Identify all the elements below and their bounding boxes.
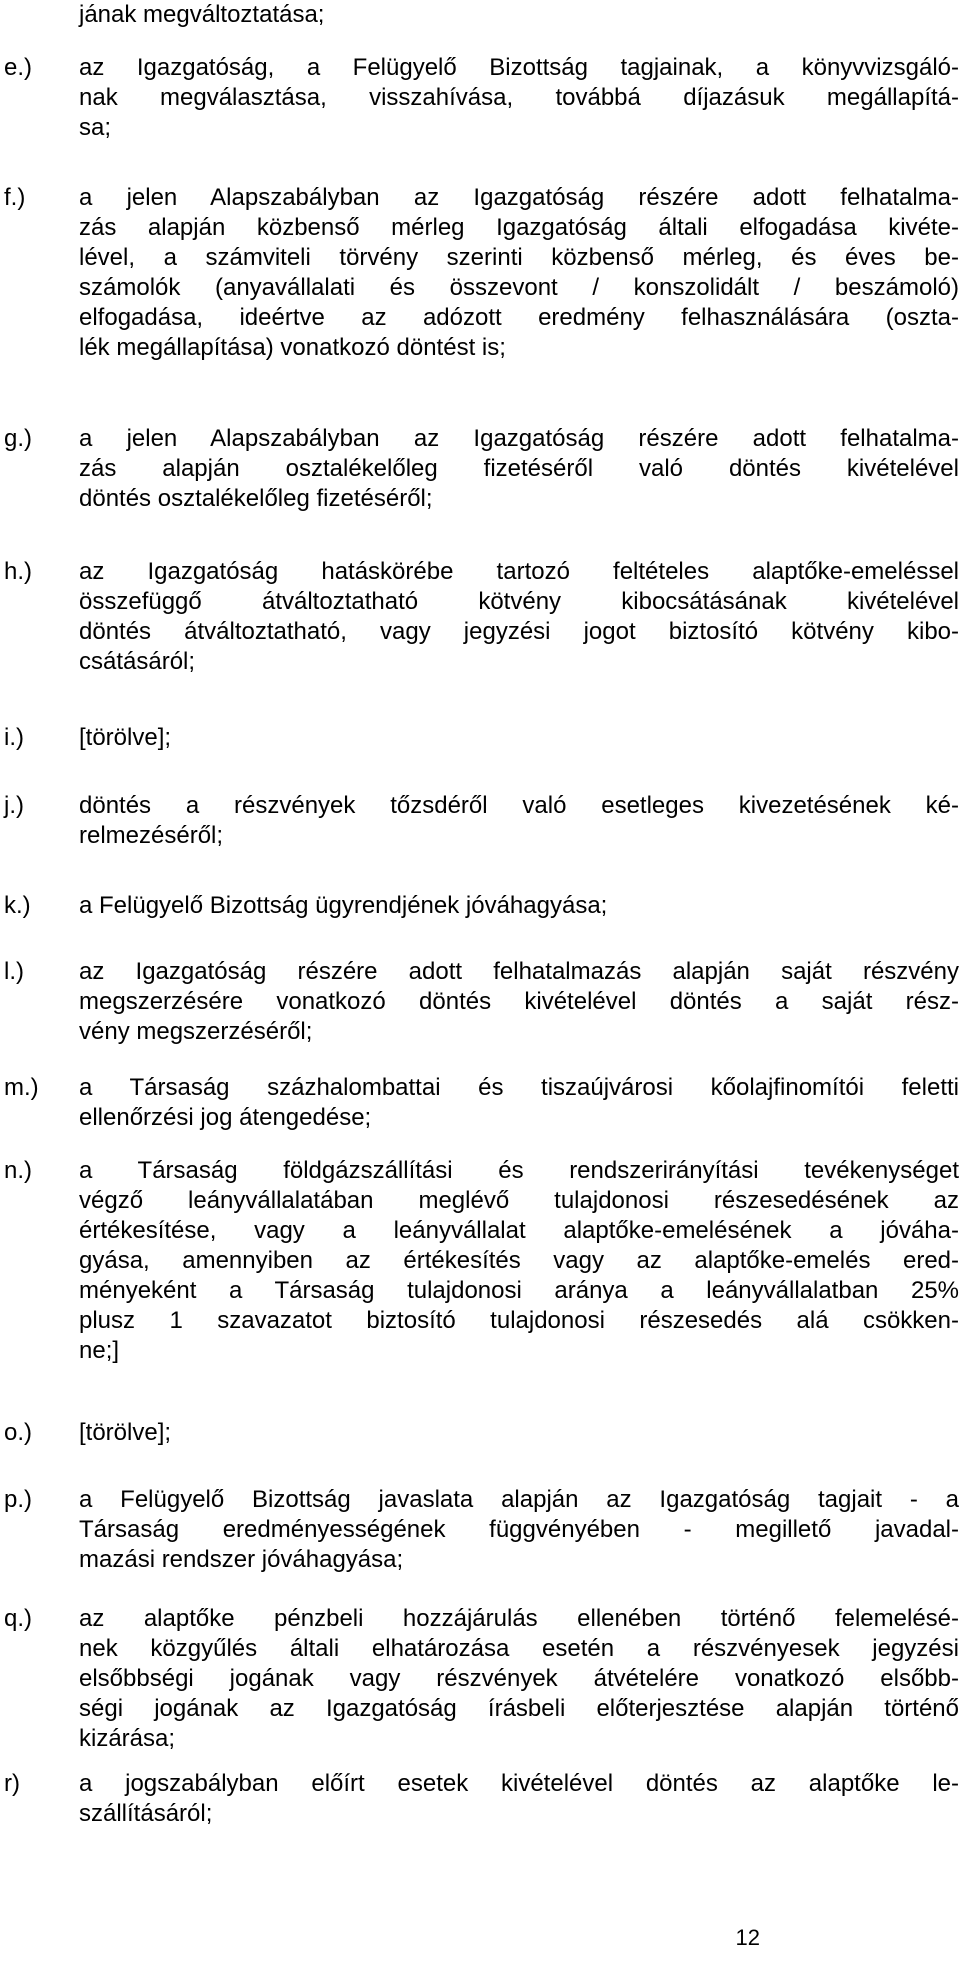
item-text — [79, 957, 959, 1047]
item-label: q.) — [4, 1605, 33, 1632]
item-label: n.) — [4, 1157, 33, 1184]
text-line: relmezéséről; — [79, 822, 224, 849]
text-line: döntés osztalékelőleg fizetéséről; — [79, 485, 433, 512]
item-label: l.) — [4, 958, 24, 985]
continuation-text: jának megváltoztatása; — [79, 1, 325, 28]
text-line: ne;] — [79, 1337, 120, 1364]
item-text — [79, 1156, 959, 1366]
item-text — [79, 1485, 959, 1575]
item-label: f.) — [4, 184, 26, 211]
item-label: k.) — [4, 892, 31, 919]
text-line: az alaptőke pénzbeli hozzájárulás ellenében történő felemelésé- — [79, 1605, 959, 1632]
text-line: nek közgyűlés általi elhatározása esetén a részvényesek jegyzési — [79, 1635, 959, 1662]
text-line: lék megállapítása) vonatkozó döntést is; — [79, 334, 506, 361]
text-line: a Felügyelő Bizottság javaslata alapján az Igazgatóság tagjait - a — [79, 1486, 959, 1513]
text-line: mazási rendszer jóváhagyása; — [79, 1546, 404, 1573]
item-label: m.) — [4, 1074, 39, 1101]
text-line: a jelen Alapszabályban az Igazgatóság részére adott felhatalma- — [79, 425, 959, 452]
text-line: az Igazgatóság hatáskörébe tartozó feltételes alaptőke-emeléssel — [79, 558, 959, 585]
text-line: kizárása; — [79, 1725, 176, 1752]
text-line: az Igazgatóság, a Felügyelő Bizottság tagjainak, a könyvvizsgáló- — [79, 54, 959, 81]
text-line: Társaság eredményességének függvényében - megillető javadal- — [79, 1516, 959, 1543]
text-line: gyása, amennyiben az értékesítés vagy az alaptőke-emelés ered- — [79, 1247, 959, 1274]
item-text — [79, 53, 959, 143]
text-line: szállításáról; — [79, 1800, 213, 1827]
item-label: h.) — [4, 558, 33, 585]
item-text — [79, 1418, 959, 1448]
text-line: számolók (anyavállalati és összevont / konszolidált / beszámoló) — [79, 274, 959, 301]
text-line: zás alapján osztalékelőleg fizetéséről való döntés kivételével — [79, 455, 959, 482]
text-line: a jelen Alapszabályban az Igazgatóság részére adott felhatalma- — [79, 184, 959, 211]
item-text — [79, 1073, 959, 1133]
text-line: végző leányvállalatában meglévő tulajdonosi részesedésének az — [79, 1187, 959, 1214]
text-line: ellenőrzési jog átengedése; — [79, 1104, 372, 1131]
text-line: csátásáról; — [79, 648, 196, 675]
text-line: sa; — [79, 114, 112, 141]
text-line: elfogadása, ideértve az adózott eredmény felhasználására (oszta- — [79, 304, 959, 331]
item-label: p.) — [4, 1486, 33, 1513]
item-label: g.) — [4, 425, 33, 452]
text-line: megszerzésére vonatkozó döntés kivételével döntés a saját rész- — [79, 988, 959, 1015]
text-line: lével, a számviteli törvény szerinti közbenső mérleg, és éves be- — [79, 244, 959, 271]
text-line: ségi jogának az Igazgatóság írásbeli előterjesztése alapján történő — [79, 1695, 959, 1722]
text-line: [törölve]; — [79, 1419, 172, 1446]
text-line: a Társaság földgázszállítási és rendszerirányítási tevékenységet — [79, 1157, 959, 1184]
item-text — [79, 424, 959, 514]
item-label: e.) — [4, 54, 33, 81]
item-text — [79, 183, 959, 363]
text-line: a Felügyelő Bizottság ügyrendjének jóváhagyása; — [79, 892, 608, 919]
item-label: r) — [4, 1770, 20, 1797]
item-text — [79, 891, 959, 921]
item-text — [79, 557, 959, 677]
text-line: vény megszerzéséről; — [79, 1018, 313, 1045]
item-label: i.) — [4, 724, 24, 751]
text-line: a jogszabályban előírt esetek kivételével döntés az alaptőke le- — [79, 1770, 959, 1797]
text-line: elsőbbségi jogának vagy részvények átvételére vonatkozó elsőbb- — [79, 1665, 959, 1692]
page-number: 12 — [735, 1925, 760, 1950]
item-text — [79, 1769, 959, 1829]
text-line: az Igazgatóság részére adott felhatalmazás alapján saját részvény — [79, 958, 959, 985]
text-line: plusz 1 szavazatot biztosító tulajdonosi részesedés alá csökken- — [79, 1307, 959, 1334]
text-line: döntés a részvények tőzsdéről való esetleges kivezetésének ké- — [79, 792, 959, 819]
text-line: a Társaság százhalombattai és tiszaújvárosi kőolajfinomítói feletti — [79, 1074, 959, 1101]
item-text — [79, 791, 959, 851]
text-line: döntés átváltoztatható, vagy jegyzési jogot biztosító kötvény kibo- — [79, 618, 959, 645]
item-text — [79, 723, 959, 753]
text-line: ményeként a Társaság tulajdonosi aránya a leányvállalatban 25% — [79, 1277, 959, 1304]
text-line: nak megválasztása, visszahívása, továbbá díjazásuk megállapítá- — [79, 84, 959, 111]
text-line: értékesítése, vagy a leányvállalat alaptőke-emelésének a jóváha- — [79, 1217, 959, 1244]
item-label: j.) — [4, 792, 24, 819]
text-line: összefüggő átváltoztatható kötvény kibocsátásának kivételével — [79, 588, 959, 615]
item-label: o.) — [4, 1419, 33, 1446]
text-line: zás alapján közbenső mérleg Igazgatóság általi elfogadása kivéte- — [79, 214, 959, 241]
item-text — [79, 1604, 959, 1754]
text-line: [törölve]; — [79, 724, 172, 751]
